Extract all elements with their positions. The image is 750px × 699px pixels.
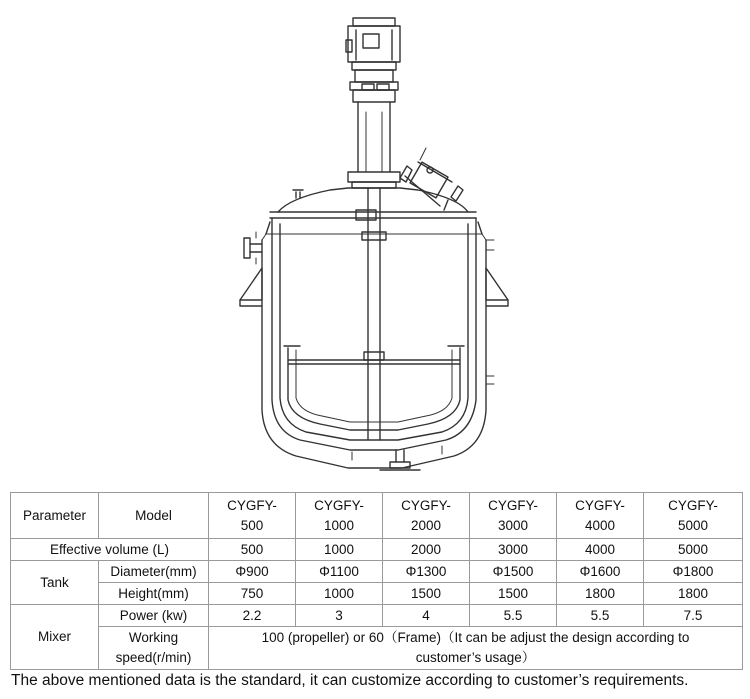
table-row bbox=[11, 561, 743, 583]
table-cell: 4000 bbox=[557, 539, 644, 561]
table-cell: 5000 bbox=[644, 539, 743, 561]
top-head bbox=[270, 188, 476, 220]
table-cell: 7.5 bbox=[644, 605, 743, 627]
table-cell: 750 bbox=[209, 583, 296, 605]
frame-impeller bbox=[284, 346, 464, 430]
model-cell: CYGFY- 2000 bbox=[383, 493, 470, 539]
side-nozzle bbox=[244, 232, 494, 384]
row-label-height: Height(mm) bbox=[99, 583, 209, 605]
table-row bbox=[11, 605, 743, 627]
table-row bbox=[11, 583, 743, 605]
table-cell: 1500 bbox=[383, 583, 470, 605]
table-header-row bbox=[11, 493, 743, 539]
model-cell: CYGFY- 3000 bbox=[470, 493, 557, 539]
footnote: The above mentioned data is the standard, it can customize according to customer’s requirements. bbox=[11, 672, 689, 689]
table-cell: 1000 bbox=[296, 583, 383, 605]
table-cell: 3000 bbox=[470, 539, 557, 561]
row-label-diameter: Diameter(mm) bbox=[99, 561, 209, 583]
table-cell: Φ900 bbox=[209, 561, 296, 583]
row-group-mixer: Mixer bbox=[11, 605, 99, 670]
table-cell: Φ1300 bbox=[383, 561, 470, 583]
table-cell: Φ1500 bbox=[470, 561, 557, 583]
table-cell: 5.5 bbox=[557, 605, 644, 627]
model-cell: CYGFY- 1000 bbox=[296, 493, 383, 539]
row-label-power: Power (kw) bbox=[99, 605, 209, 627]
motor bbox=[346, 18, 400, 90]
table-cell: 5.5 bbox=[470, 605, 557, 627]
agitator-shaft bbox=[362, 188, 386, 440]
table-cell: 1800 bbox=[557, 583, 644, 605]
row-label-speed: Working speed(r/min) bbox=[99, 627, 209, 670]
table-cell: 2.2 bbox=[209, 605, 296, 627]
header-parameter: Parameter bbox=[11, 493, 99, 539]
table-cell: 1800 bbox=[644, 583, 743, 605]
table-cell: 2000 bbox=[383, 539, 470, 561]
table-cell: 1000 bbox=[296, 539, 383, 561]
table-row bbox=[11, 539, 743, 561]
model-cell: CYGFY- 5000 bbox=[644, 493, 743, 539]
header-model: Model bbox=[99, 493, 209, 539]
table-cell: 3 bbox=[296, 605, 383, 627]
table-cell: Φ1800 bbox=[644, 561, 743, 583]
table-cell: 500 bbox=[209, 539, 296, 561]
row-group-tank: Tank bbox=[11, 561, 99, 605]
spec-table bbox=[10, 492, 743, 670]
table-row bbox=[11, 627, 743, 670]
row-label-volume: Effective volume (L) bbox=[11, 539, 209, 561]
speed-note-cell: 100 (propeller) or 60（Frame)（It can be adjust the design according to customer’s usage） bbox=[209, 627, 743, 670]
model-cell: CYGFY- 500 bbox=[209, 493, 296, 539]
table-cell: 4 bbox=[383, 605, 470, 627]
table-cell: Φ1100 bbox=[296, 561, 383, 583]
table-cell: Φ1600 bbox=[557, 561, 644, 583]
top-nozzle bbox=[293, 190, 303, 198]
drive-column bbox=[348, 90, 400, 188]
model-cell: CYGFY- 4000 bbox=[557, 493, 644, 539]
table-cell: 1500 bbox=[470, 583, 557, 605]
